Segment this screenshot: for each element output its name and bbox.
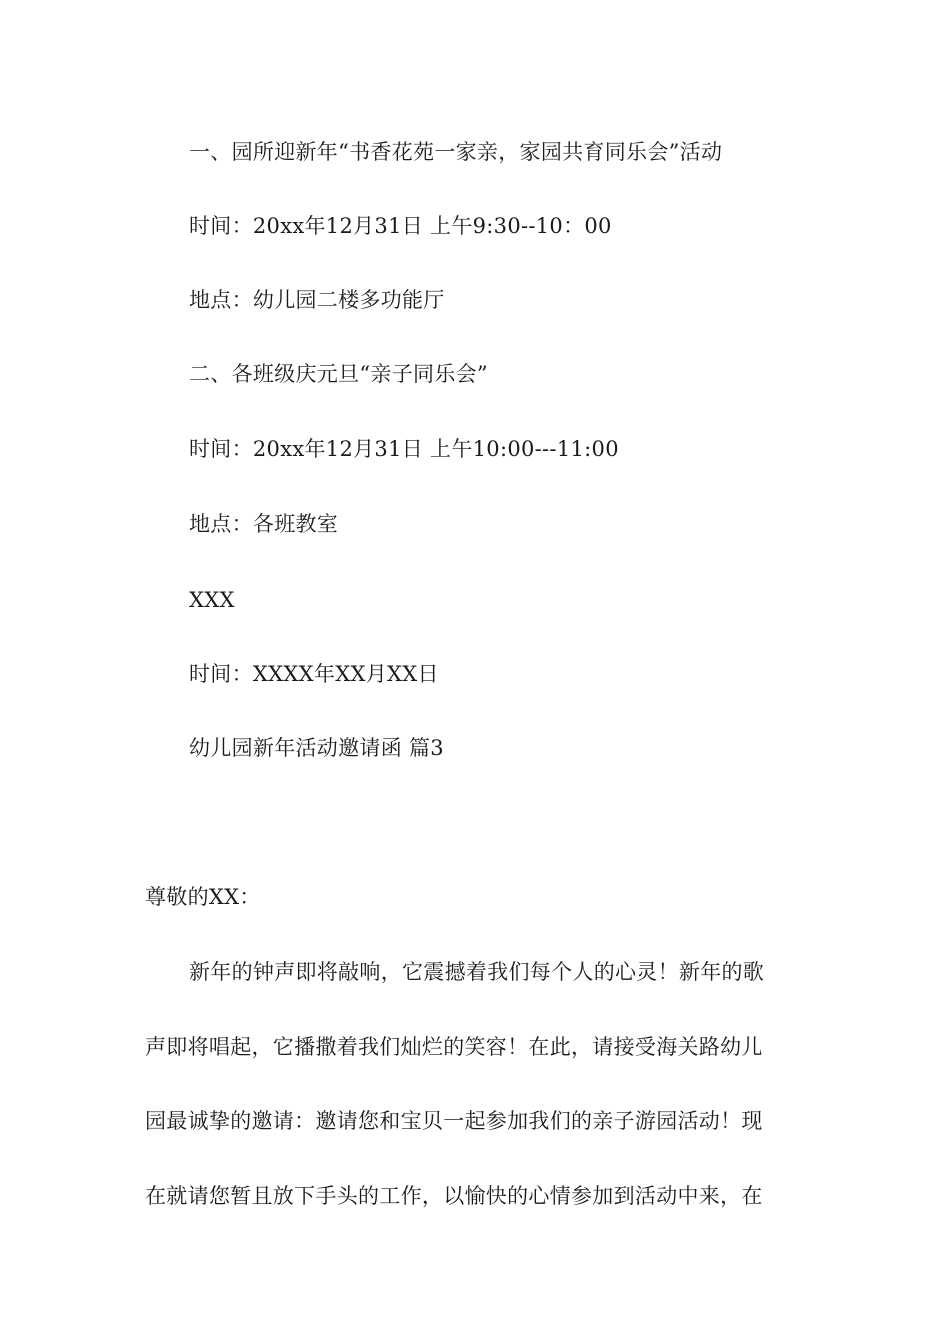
letter-salutation: 尊敬的XX： — [145, 885, 261, 909]
letter-line: 新年的钟声即将敲响，它震撼着我们每个人的心灵！新年的歌 — [189, 960, 765, 984]
letter-line: 园最诚挚的邀请：邀请您和宝贝一起参加我们的亲子游园活动！现 — [145, 1109, 763, 1133]
section2-heading: 二、各班级庆元旦“亲子同乐会” — [189, 362, 488, 386]
letter-line: 在就请您暂且放下手头的工作，以愉快的心情参加到活动中来，在 — [145, 1184, 763, 1208]
signature-date: 时间：XXXX年XX月XX日 — [189, 662, 439, 686]
section2-time: 时间：20xx年12月31日 上午10:00---11:00 — [189, 437, 619, 461]
section1-place: 地点：幼儿园二楼多功能厅 — [189, 288, 445, 312]
next-section-title: 幼儿园新年活动邀请函 篇3 — [189, 736, 444, 760]
section2-place: 地点：各班教室 — [189, 512, 339, 536]
signature-name: XXX — [189, 588, 235, 612]
section1-time: 时间：20xx年12月31日 上午9:30--10：00 — [189, 214, 612, 238]
section1-heading: 一、园所迎新年“书香花苑一家亲，家园共育同乐会”活动 — [189, 140, 723, 164]
letter-line: 声即将唱起，它播撒着我们灿烂的笑容！在此，请接受海关路幼儿 — [145, 1035, 763, 1059]
